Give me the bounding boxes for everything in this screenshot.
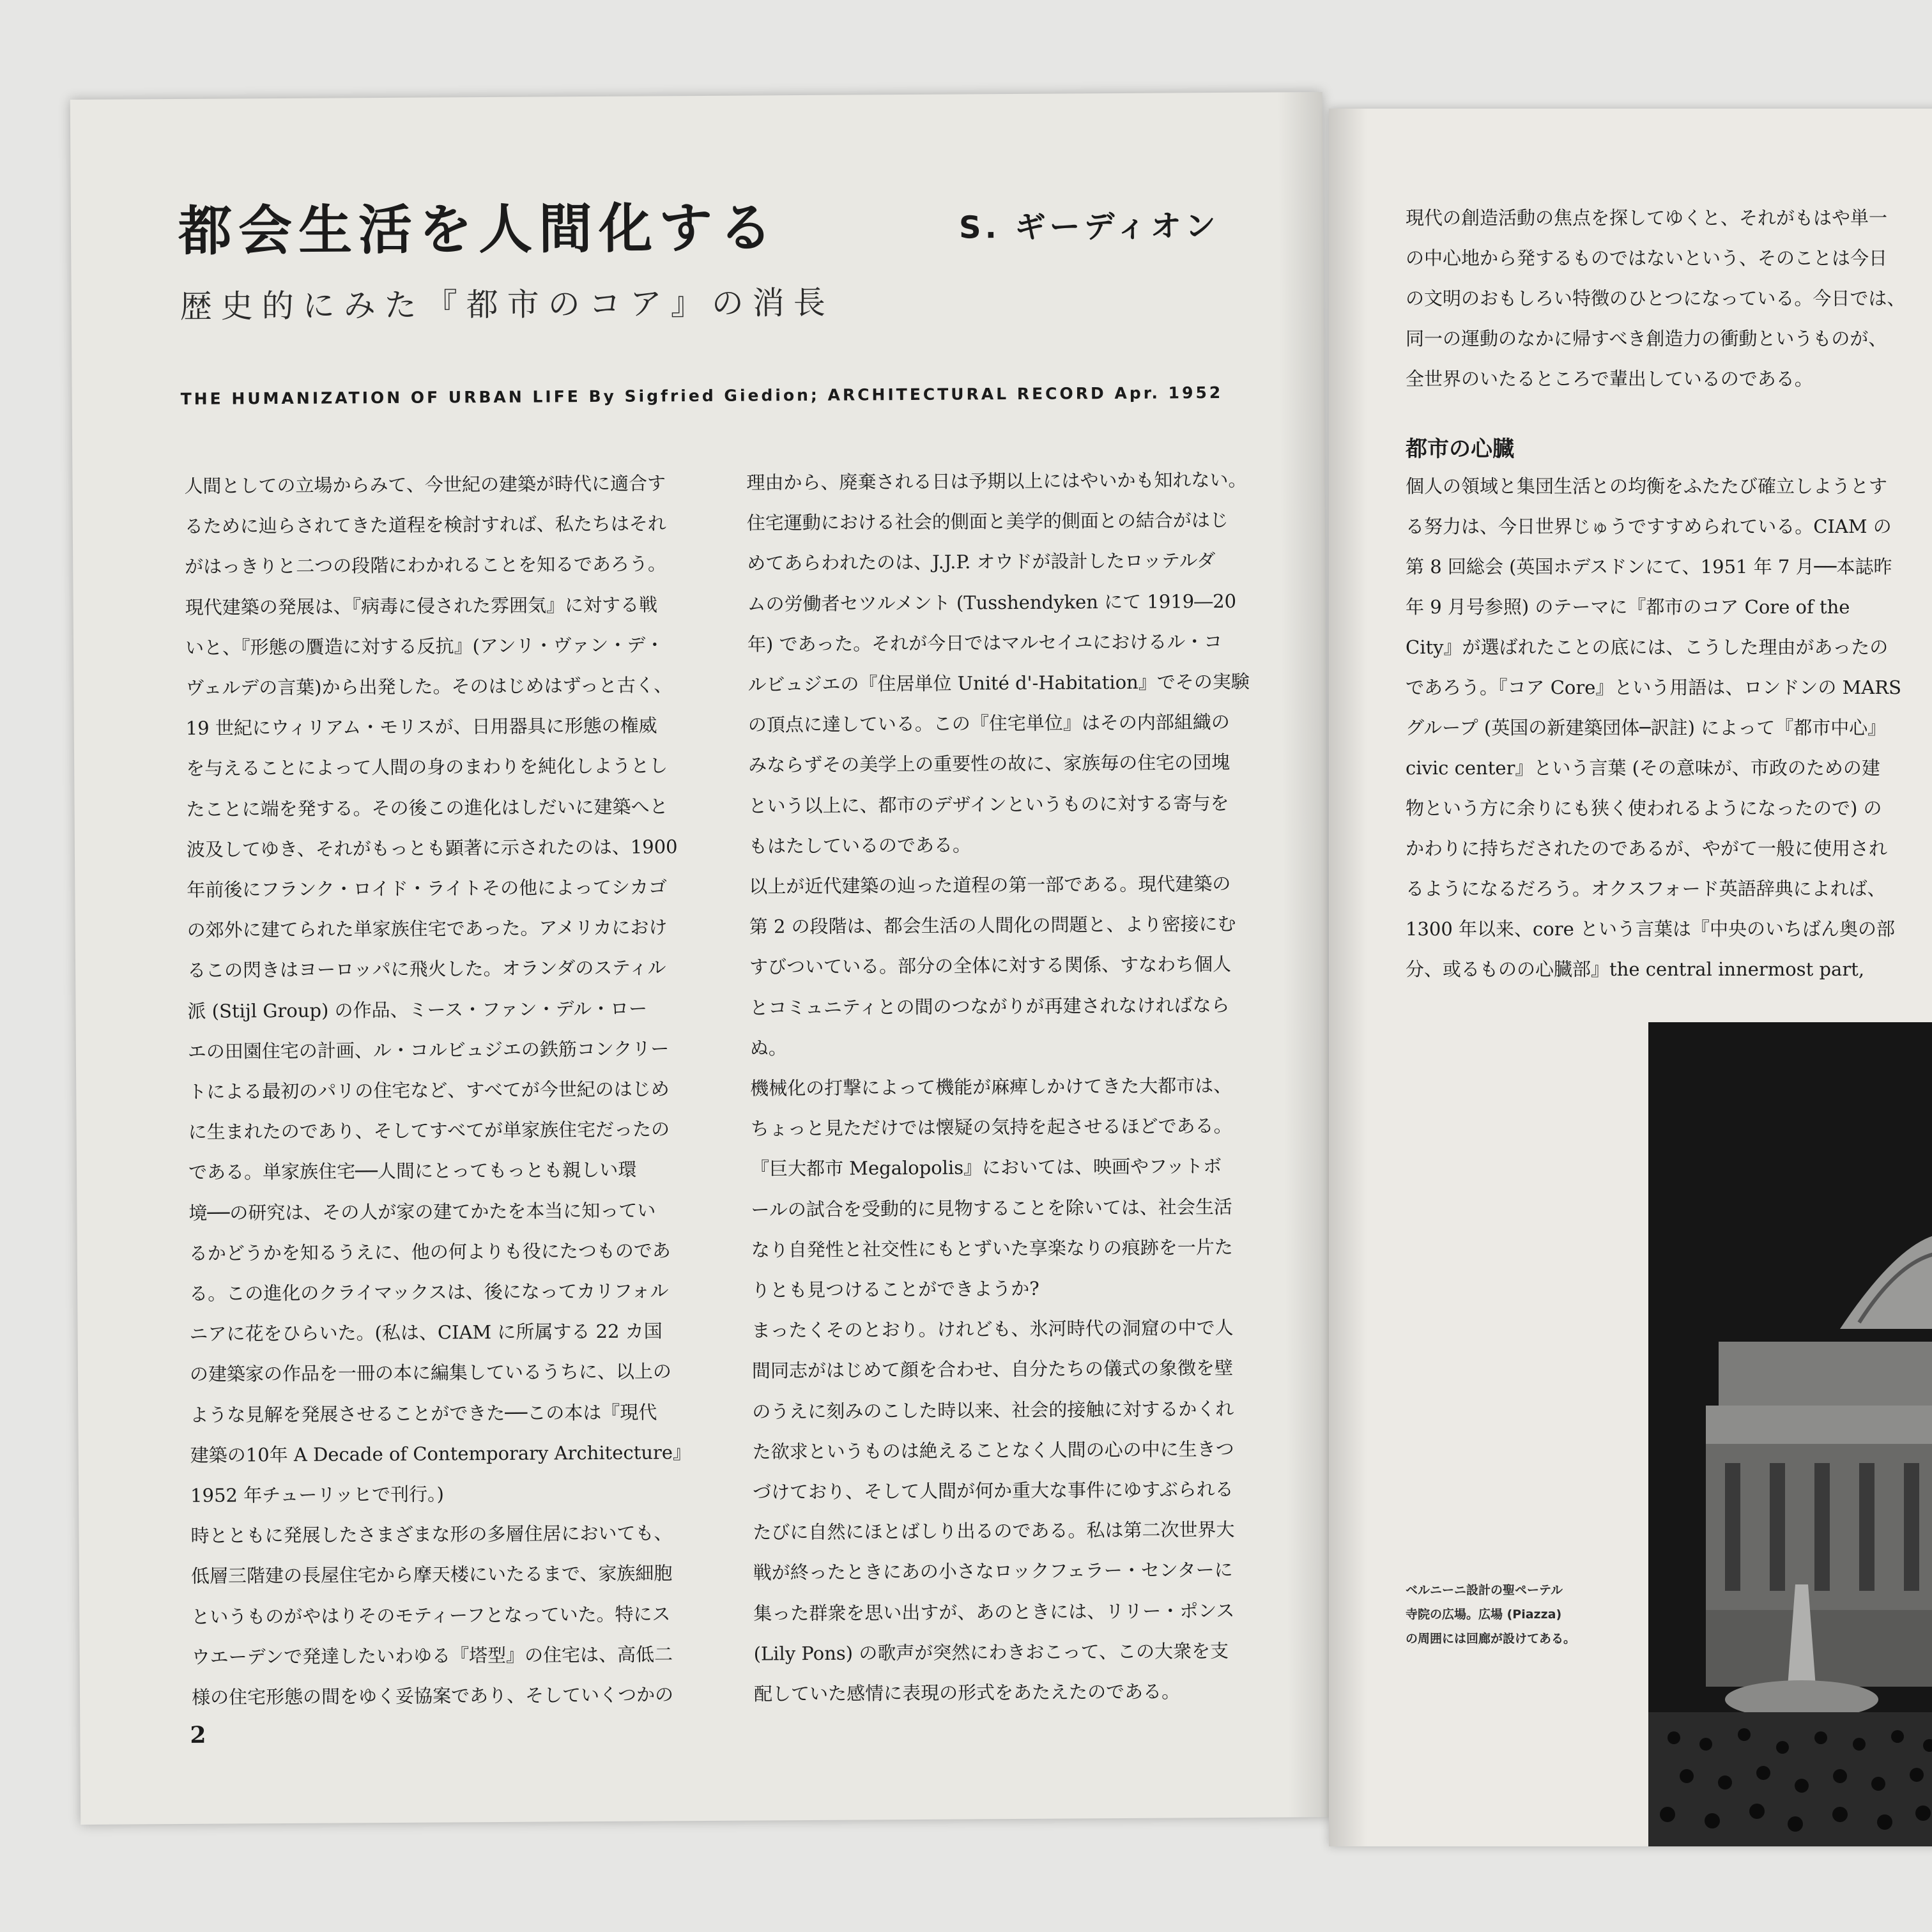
text-line: City』が選ばれたことの底には、こうした理由があったの xyxy=(1406,636,1889,658)
text-line: たびに自然にほとばしり出るのである。私は第二次世界大 xyxy=(753,1519,1235,1544)
text-line: 年 9 月号参照) のテーマに『都市のコア Core of the xyxy=(1406,596,1850,618)
text-line: もはたしているのである。 xyxy=(748,834,972,857)
text-line: 現代の創造活動の焦点を探してゆくと、それがもはや単一 xyxy=(1406,207,1888,229)
article-author: S. ギーディオン xyxy=(958,208,1220,246)
text-line: 年前後にフランク・ロイド・ライトその他によってシカゴ xyxy=(187,876,668,901)
text-line: 建築の10年 A Decade of Contemporary Architecture』 xyxy=(190,1441,692,1466)
text-line: めてあらわれたのは、J.J.P. オウドが設計したロッテルダ xyxy=(747,549,1216,574)
text-line: (Lily Pons) の歌声が突然にわきおこって、この大衆を支 xyxy=(753,1639,1229,1665)
text-line: ような見解を発展させることができた──この本は『現代 xyxy=(190,1401,657,1426)
text-line: であろう。『コア Core』という用語は、ロンドンの MARS xyxy=(1406,677,1901,698)
gutter-shadow xyxy=(1329,109,1367,1846)
text-line: 『巨大都市 Megalopolis』においては、映画やフットボ xyxy=(750,1155,1222,1180)
text-line: 現代建築の発展は、『病毒に侵された雰囲気』に対する戦 xyxy=(185,594,658,618)
caption-line: ベルニーニ設計の聖ペーテル xyxy=(1406,1583,1563,1597)
text-line: 第 8 回総会 (英国ホデスドンにて、1951 年 7 月──本誌昨 xyxy=(1406,556,1892,578)
text-line: 人間としての立場からみて、今世紀の建築が時代に適合す xyxy=(184,472,666,497)
text-line: 年) であった。それが今日ではマルセイユにおけるル・コ xyxy=(747,630,1223,656)
section-heading: 都市の心臓 xyxy=(1406,436,1514,462)
text-line: とコミュニティとの間のつながりが再建されなければなら xyxy=(749,993,1230,1019)
text-line: の郊外に建てられた単家族住宅であった。アメリカにおけ xyxy=(187,916,668,942)
text-line: 1952 年チューリッヒで刊行。) xyxy=(190,1483,445,1506)
page-number: 2 xyxy=(190,1721,206,1749)
text-line: ールの試合を受動的に見物することを除いては、社会生活 xyxy=(751,1195,1232,1221)
intro-paragraph xyxy=(1406,198,1929,399)
caption-line: 寺院の広場。広場 (Piazza) xyxy=(1406,1607,1562,1621)
text-line: の中心地から発するものではないという、そのことは今日 xyxy=(1406,247,1888,269)
photo-caption xyxy=(1406,1578,1636,1651)
text-line: ニアに花をひらいた。(私は、CIAM に所属する 22 カ国 xyxy=(189,1320,663,1346)
left-page xyxy=(70,92,1333,1825)
section-body xyxy=(1406,466,1929,990)
text-line: るようになるだろう。オクスフォード英語辞典によれば、 xyxy=(1406,878,1886,900)
text-line: 理由から、廃棄される日は予期以上にはやいかも知れない。 xyxy=(746,468,1247,494)
text-line: ムの労働者セツルメント (Tusshendyken にて 1919―20 xyxy=(747,590,1237,615)
text-line: 境──の研究は、その人が家の建てかたを本当に知ってい xyxy=(188,1199,656,1224)
text-line: を与えることによって人間の身のまわりを純化しようとし xyxy=(186,755,668,780)
text-line: 住宅運動における社会的側面と美学的側面との結合がはじ xyxy=(746,509,1229,534)
text-line: に生まれたのであり、そしてすべてが単家族住宅だったの xyxy=(188,1118,670,1144)
english-credit-line: THE HUMANIZATION OF URBAN LIFE By Sigfried Giedion; ARCHITECTURAL RECORD Apr. 1952 xyxy=(180,383,1223,408)
text-line: ウエーデンで発達したいわゆる『塔型』の住宅は、高低二 xyxy=(191,1643,673,1668)
text-line: 配していた感情に表現の形式をあたえたのである。 xyxy=(753,1680,1181,1705)
text-line: トによる最初のパリの住宅など、すべてが今世紀のはじめ xyxy=(188,1078,670,1103)
text-line: るかどうかを知るうえに、他の何よりも役にたつものであ xyxy=(188,1239,671,1264)
left-column xyxy=(184,463,728,1718)
text-line: 集った群衆を思い出すが、あのときには、リリー・ポンス xyxy=(753,1599,1235,1625)
text-line: なり自発性と社交性にもとずいた享楽なりの痕跡を一片た xyxy=(751,1236,1233,1261)
text-line: すびついている。部分の全体に対する関係、すなわち個人 xyxy=(749,953,1232,978)
text-line: 機械化の打撃によって機能が麻痺しかけてきた大都市は、 xyxy=(750,1074,1232,1100)
text-line: る。この進化のクライマックスは、後になってカリフォル xyxy=(189,1280,669,1305)
text-line: というものがやはりそのモティーフとなっていた。特にス xyxy=(191,1603,671,1628)
text-line: の文明のおもしろい特徴のひとつになっている。今日では、 xyxy=(1406,288,1906,309)
text-line: 派 (Stijl Group) の作品、ミース・ファン・デル・ロー xyxy=(187,997,648,1022)
text-line: エの田園住宅の計画、ル・コルビュジエの鉄筋コンクリー xyxy=(187,1038,670,1062)
text-line: 低層三階建の長屋住宅から摩天楼にいたるまで、家族細胞 xyxy=(190,1562,673,1588)
text-line: ちょっと見ただけでは懐疑の気持を起させるほどである。 xyxy=(750,1115,1232,1140)
text-line: 間同志がはじめて顔を合わせ、自分たちの儀式の象徴を壁 xyxy=(751,1357,1234,1382)
text-line: ルビュジエの『住居単位 Unité d'-Habitation』でその実験 xyxy=(747,670,1250,696)
text-line: の頂点に達している。この『住宅単位』はその内部組織の xyxy=(747,711,1230,736)
text-line: 1300 年以来、core という言葉は『中央のいちばん奥の部 xyxy=(1406,918,1895,940)
text-line: ぬ。 xyxy=(749,1037,787,1059)
text-line: るこの閃きはヨーロッパに飛火した。オランダのスティル xyxy=(187,956,666,982)
text-line: 個人の領域と集団生活との均衡をふたたび確立しようとす xyxy=(1406,475,1888,497)
text-line: civic center』という言葉 (その意味が、市政のための建 xyxy=(1406,757,1880,779)
article-subtitle: 歴史的にみた『都市のコア』の消長 xyxy=(180,284,834,325)
text-line: りとも見つけることができようか? xyxy=(751,1277,1039,1301)
text-line: いと、『形態の贋造に対する反抗』(アンリ・ヴァン・デ・ xyxy=(185,634,664,659)
text-line: るために辿らされてきた道程を検討すれば、私たちはそれ xyxy=(184,512,666,538)
text-line: 波及してゆき、それがもっとも顕著に示されたのは、1900 xyxy=(186,836,678,861)
text-line: 戦が終ったときにあの小さなロックフェラー・センターに xyxy=(753,1559,1233,1584)
text-line: 同一の運動のなかに帰すべき創造力の衝動というものが、 xyxy=(1406,328,1887,349)
text-line: 以上が近代建築の辿った道程の第一部である。現代建築の xyxy=(749,872,1231,898)
text-line: まったくそのとおり。けれども、氷河時代の洞窟の中で人 xyxy=(751,1317,1234,1342)
text-line: かわりに持ちだされたのであるが、やがて一般に使用され xyxy=(1406,838,1888,859)
text-line: グループ (英国の新建築団体─訳註) によって『都市中心』 xyxy=(1406,717,1887,739)
text-line: づけており、そして人間が何か重大な事件にゆすぶられる xyxy=(753,1478,1234,1503)
text-line: のうえに刻みのこした時以来、社会的接触に対するかくれ xyxy=(752,1397,1234,1423)
text-line: 分、或るものの心臓部』the central innermost part, xyxy=(1406,958,1865,980)
text-line: る努力は、今日世界じゅうですすめられている。CIAM の xyxy=(1406,516,1892,537)
article-title: 都会生活を人間化する xyxy=(178,196,779,263)
right-column xyxy=(746,459,1297,1714)
text-line: 全世界のいたるところで輩出しているのである。 xyxy=(1406,368,1813,390)
photo-illustration xyxy=(1648,1022,1932,1846)
text-line: 第 2 の段階は、都会生活の人間化の問題と、より密接にむ xyxy=(749,913,1236,938)
text-line: である。単家族住宅──人間にとってもっとも親しい環 xyxy=(188,1159,637,1184)
right-page xyxy=(1329,109,1932,1846)
text-line: 19 世紀にウィリアム・モリスが、日用器具に形態の権威 xyxy=(185,714,657,740)
text-line: みならずその美学上の重要性の故に、家族毎の住宅の団塊 xyxy=(748,751,1230,776)
text-line: という以上に、都市のデザインというものに対する寄与を xyxy=(748,792,1229,817)
text-line: 時とともに発展したさまざまな形の多層住居においても、 xyxy=(190,1522,673,1547)
text-line: 様の住宅形態の間をゆく妥協案であり、そしていくつかの xyxy=(191,1683,674,1708)
caption-line: の周囲には回廊が設けてある。 xyxy=(1406,1632,1576,1646)
st-peters-photo xyxy=(1648,1022,1932,1846)
text-line: ヴェルデの言葉)から出発した。そのはじめはずっと古く、 xyxy=(185,674,673,699)
text-line: た欲求というものは絶えることなく人間の心の中に生きつ xyxy=(752,1438,1234,1463)
text-line: がはっきりと二つの段階にわかれることを知るであろう。 xyxy=(185,553,667,578)
text-line: 物という方に余りにも狭く使われるようになったので) の xyxy=(1406,797,1882,819)
text-line: の建築家の作品を一冊の本に編集しているうちに、以上の xyxy=(189,1360,672,1386)
text-line: たことに端を発する。その後この進化はしだいに建築へと xyxy=(186,795,668,820)
